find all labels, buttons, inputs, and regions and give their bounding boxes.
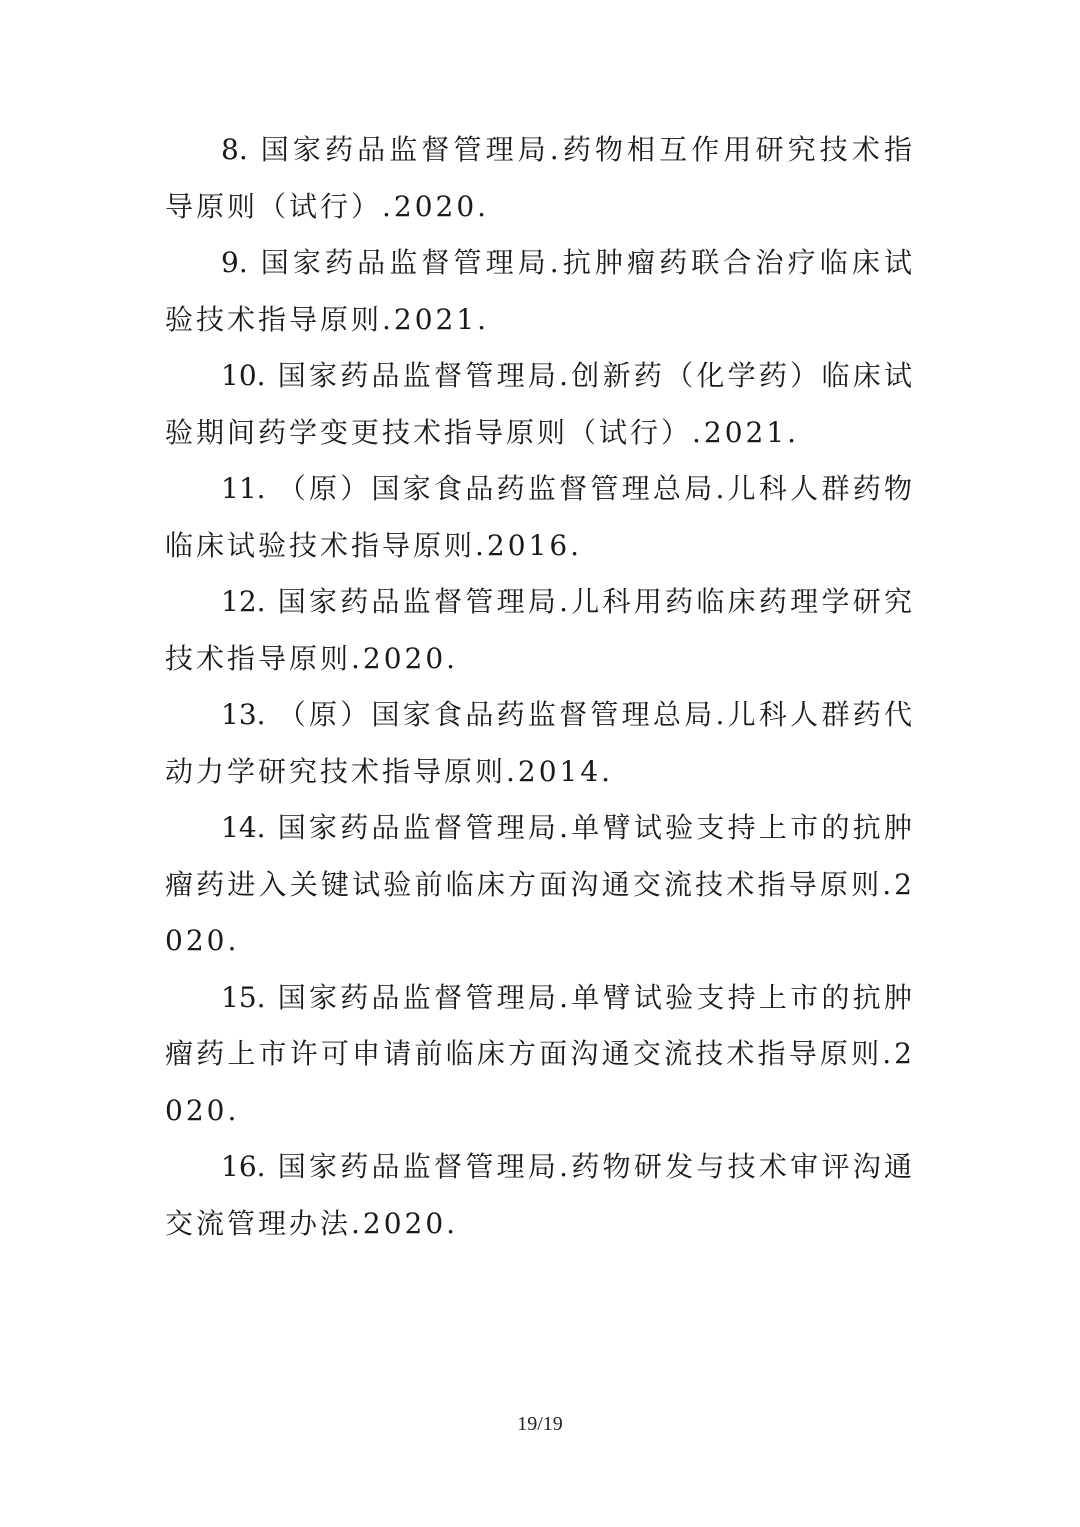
reference-text: 国家药品监督管理局.儿科用药临床药理学研究技术指导原则.2020.: [165, 585, 915, 675]
reference-number: 16.: [221, 1150, 266, 1183]
reference-number: 9.: [221, 246, 248, 279]
reference-item-16: [165, 1139, 915, 1252]
reference-text: 国家药品监督管理局.药物相互作用研究技术指导原则（试行）.2020.: [165, 133, 916, 223]
reference-text: 国家药品监督管理局.单臂试验支持上市的抗肿瘤药进入关键试验前临床方面沟通交流技术指导原则.2020.: [165, 811, 915, 957]
reference-number: 15.: [221, 980, 266, 1014]
reference-item-11: [165, 461, 915, 574]
reference-item-12: [165, 574, 915, 687]
reference-list: [165, 122, 915, 1252]
reference-number: 8.: [221, 133, 248, 166]
reference-text: 国家药品监督管理局.创新药（化学药）临床试验期间药学变更技术指导原则（试行）.2021.: [165, 359, 915, 449]
reference-number: 13.: [221, 698, 266, 731]
reference-item-10: [165, 348, 915, 461]
reference-item-8: [165, 122, 915, 235]
reference-item-14: [165, 800, 915, 970]
reference-text: （原）国家食品药监督管理总局.儿科人群药代动力学研究技术指导原则.2014.: [165, 698, 915, 788]
reference-number: 10.: [221, 359, 266, 392]
reference-number: 14.: [221, 811, 266, 844]
reference-text: 国家药品监督管理局.单臂试验支持上市的抗肿瘤药上市许可申请前临床方面沟通交流技术指导原则.2020.: [165, 980, 915, 1127]
reference-item-9: [165, 235, 915, 348]
reference-number: 11.: [221, 472, 266, 505]
reference-text: （原）国家食品药监督管理总局.儿科人群药物临床试验技术指导原则.2016.: [165, 472, 915, 562]
page-number: 19/19: [517, 1413, 563, 1435]
reference-item-15: [165, 970, 915, 1140]
reference-text: 国家药品监督管理局.抗肿瘤药联合治疗临床试验技术指导原则.2021.: [165, 246, 916, 336]
reference-text: 国家药品监督管理局.药物研发与技术审评沟通交流管理办法.2020.: [165, 1150, 915, 1240]
reference-item-13: [165, 687, 915, 800]
reference-number: 12.: [221, 585, 266, 618]
